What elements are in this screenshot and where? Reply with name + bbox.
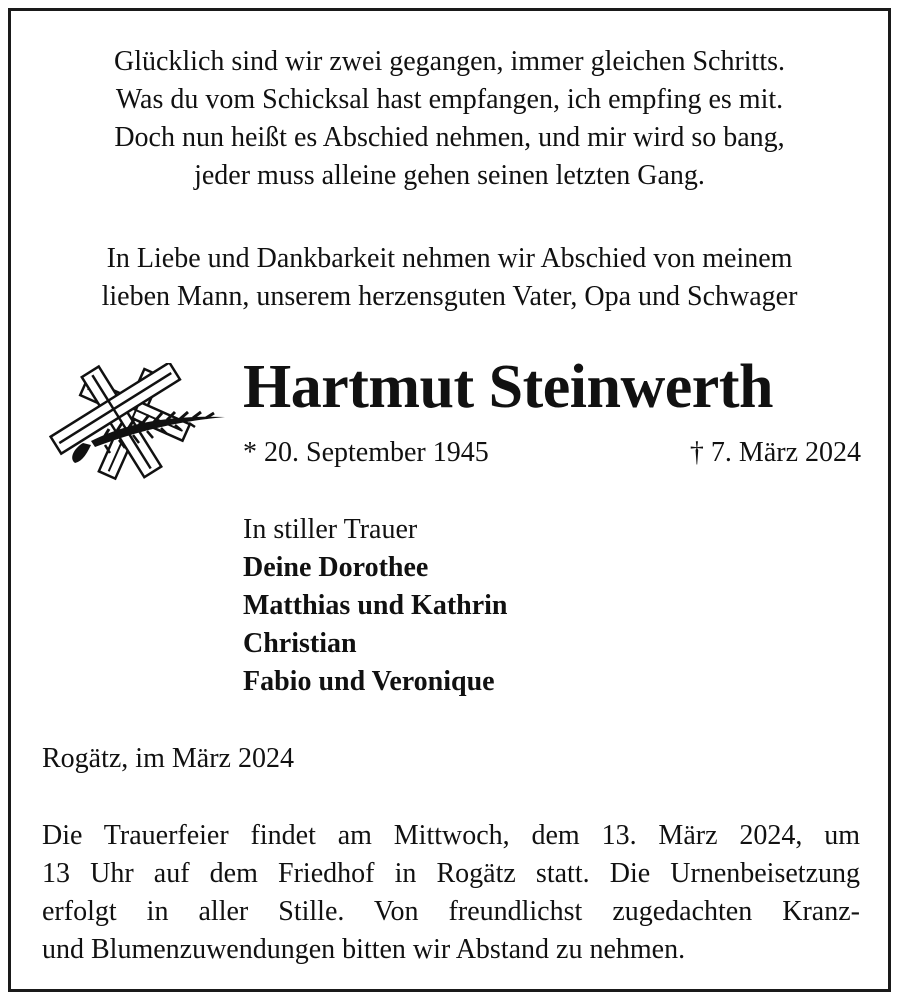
memorial-poem [11,43,888,195]
mourner-name: Matthias und Kathrin [243,590,508,621]
funeral-line: Die Trauerfeier findet am Mittwoch, dem 13. März 2024, um [42,820,860,851]
poem-line: Doch nun heißt es Abschied nehmen, und mir wird so bang, [114,122,785,153]
cross-with-palm-frond-icon [33,363,231,481]
mourners-heading: In stiller Trauer [243,514,418,545]
funeral-line: 13 Uhr auf dem Friedhof in Rogätz statt. Die Urnenbeisetzung [42,858,860,889]
mourner-name: Deine Dorothee [243,552,429,583]
birth-date: * 20. September 1945 [243,437,489,468]
intro-text [11,240,888,316]
place-and-date: Rogätz, im März 2024 [42,743,294,774]
funeral-line: erfolgt in aller Stille. Von freundlichst zugedachten Kranz- [42,896,860,927]
mourner-name: Christian [243,628,357,659]
poem-line: Was du vom Schicksal hast empfangen, ich empfing es mit. [115,84,784,115]
intro-line: lieben Mann, unserem herzensguten Vater, Opa und Schwager [101,281,798,312]
death-date: † 7. März 2024 [689,437,861,468]
intro-line: In Liebe und Dankbarkeit nehmen wir Abschied von meinem [106,243,793,274]
funeral-details [42,817,860,969]
mourners-list [243,511,508,701]
poem-line: jeder muss alleine gehen seinen letzten Gang. [194,160,705,191]
obituary-notice [8,8,891,992]
funeral-line: und Blumenzuwendungen bitten wir Abstand zu nehmen. [42,934,686,965]
mourner-name: Fabio und Veronique [243,666,495,697]
poem-line: Glücklich sind wir zwei gegangen, immer gleichen Schritts. [113,46,786,77]
deceased-name: Hartmut Steinwerth [243,353,773,421]
